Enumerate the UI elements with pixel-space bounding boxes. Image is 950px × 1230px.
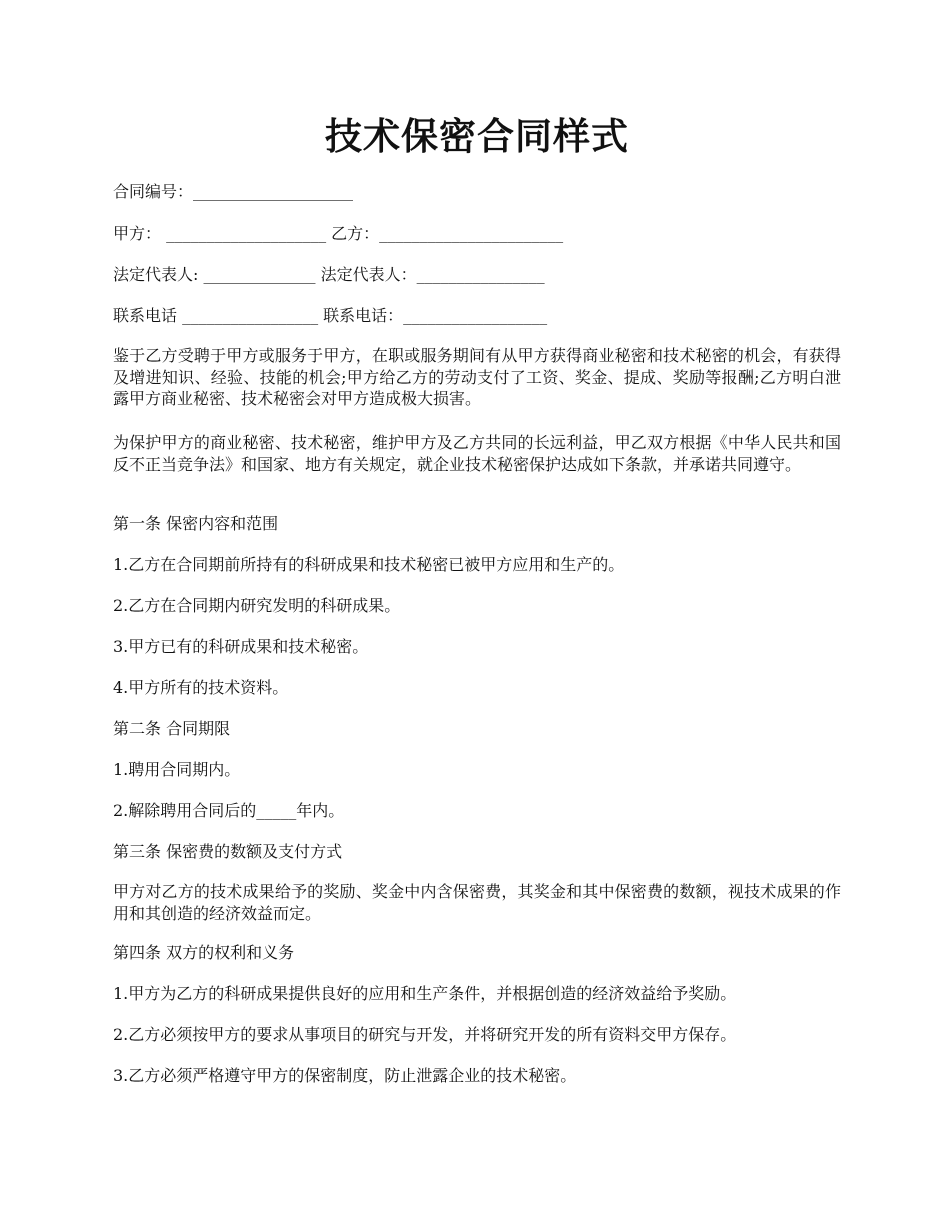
- list-item: 2.乙方必须按甲方的要求从事项目的研究与开发，并将研究开发的所有资料交甲方保存。: [113, 1025, 737, 1044]
- article-heading: 第三条 保密费的数额及支付方式: [113, 842, 343, 861]
- document-title: 技术保密合同样式: [325, 114, 629, 158]
- legal-representatives-line: 法定代表人: ______________ 法定代表人：________________: [113, 265, 545, 284]
- list-item: 3.甲方已有的科研成果和技术秘密。: [113, 637, 369, 656]
- article-heading: 第四条 双方的权利和义务: [113, 943, 295, 962]
- list-item: 2.解除聘用合同后的_____年内。: [113, 801, 345, 820]
- preamble-paragraph: 鉴于乙方受聘于甲方或服务于甲方，在职或服务期间有从甲方获得商业秘密和技术秘密的机会，有获得及增进知识、经验、技能的机会;甲方给乙方的劳动支付了工资、奖金、提成、奖励等报酬;乙方明白泄露甲方商业秘密、技术秘密会对甲方造成极大损害。: [113, 346, 841, 408]
- article-paragraph: 甲方对乙方的技术成果给予的奖励、奖金中内含保密费，其奖金和其中保密费的数额，视技术成果的作用和其创造的经济效益而定。: [113, 882, 841, 923]
- article-heading: 第一条 保密内容和范围: [113, 514, 279, 533]
- list-item: 1.聘用合同期内。: [113, 760, 241, 779]
- contract-number-field: 合同编号：____________________: [113, 182, 354, 201]
- list-item: 4.甲方所有的技术资料。: [113, 678, 289, 697]
- phone-numbers-line: 联系电话 _________________ 联系电话：__________________: [113, 306, 548, 325]
- purpose-paragraph: 为保护甲方的商业秘密、技术秘密，维护甲方及乙方共同的长远利益，甲乙双方根据《中华人民共和国反不正当竞争法》和国家、地方有关规定，就企业技术秘密保护达成如下条款，并承诺共同遵守。: [113, 433, 841, 474]
- article-heading: 第二条 合同期限: [113, 719, 231, 738]
- parties-line: 甲方： ____________________ 乙方：_______________________: [113, 224, 564, 243]
- list-item: 3.乙方必须严格遵守甲方的保密制度，防止泄露企业的技术秘密。: [113, 1066, 577, 1085]
- list-item: 1.乙方在合同期前所持有的科研成果和技术秘密已被甲方应用和生产的。: [113, 555, 625, 574]
- list-item: 2.乙方在合同期内研究发明的科研成果。: [113, 596, 401, 615]
- list-item: 1.甲方为乙方的科研成果提供良好的应用和生产条件，并根据创造的经济效益给予奖励。: [113, 984, 737, 1003]
